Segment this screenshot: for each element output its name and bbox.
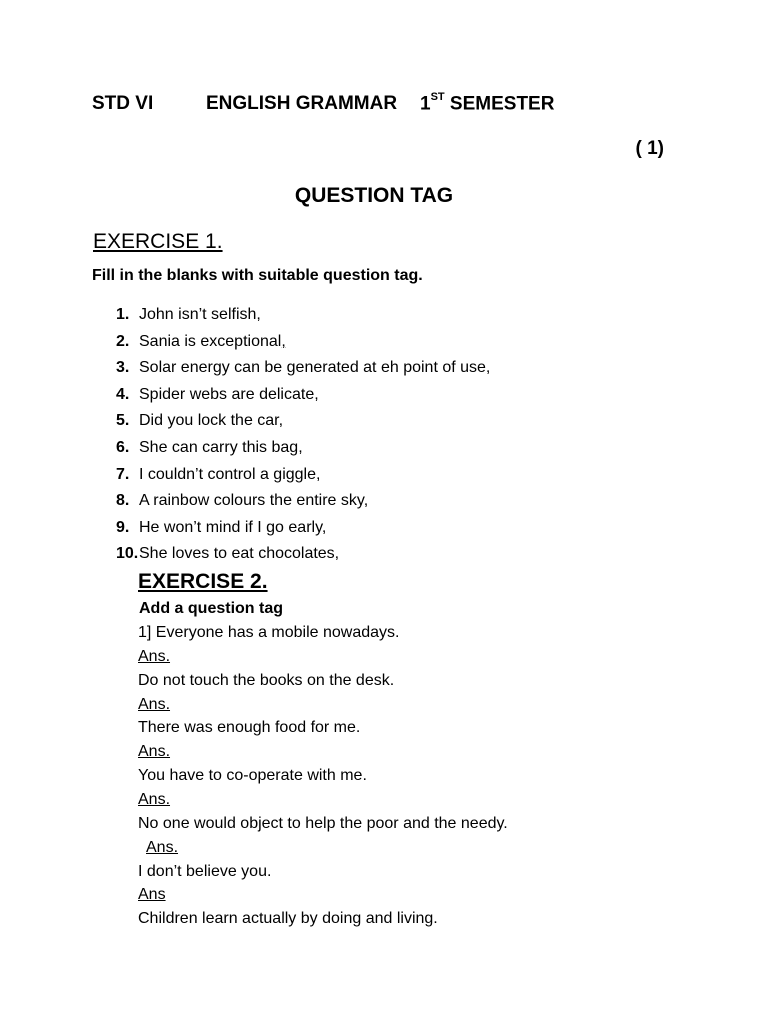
question-line: There was enough food for me.	[138, 719, 361, 737]
answer-label: Ans	[138, 886, 166, 904]
answer-label: Ans.	[138, 743, 171, 761]
list-item	[116, 517, 490, 544]
answer-label: Ans.	[138, 695, 171, 713]
item-text: Solar energy can be generated at eh point of use,	[139, 359, 491, 377]
item-blank: ,	[281, 332, 286, 350]
question-line: Do not touch the books on the desk.	[138, 671, 395, 689]
exercise1-list	[116, 304, 490, 570]
item-text: Spider webs are delicate,	[139, 385, 319, 403]
question-line: 1] Everyone has a mobile nowadays.	[138, 624, 400, 641]
exercise2-heading: EXERCISE 2.	[138, 570, 268, 593]
item-text: Did you lock the car,	[139, 412, 284, 430]
item-number: 3.	[116, 359, 130, 377]
page-title: QUESTION TAG	[294, 184, 454, 207]
exercise1-heading: EXERCISE 1.	[93, 230, 223, 253]
item-number: 10.	[116, 545, 139, 563]
item-text: She can carry this bag,	[139, 438, 303, 456]
answer-label: Ans.	[138, 790, 171, 808]
question-line: You have to co-operate with me.	[138, 767, 367, 785]
page-number: ( 1)	[635, 138, 664, 159]
question-line: Children learn actually by doing and living.	[138, 910, 438, 928]
item-number: 5.	[116, 412, 130, 430]
list-item	[116, 543, 490, 570]
header-std: STD VI	[92, 93, 154, 114]
semester-superscript: ST	[430, 91, 445, 103]
semester-number: 1	[420, 93, 431, 115]
list-item	[116, 437, 490, 464]
item-number: 7.	[116, 465, 130, 483]
header-semester	[420, 93, 554, 115]
item-text: A rainbow colours the entire sky,	[139, 492, 369, 510]
header-subject: ENGLISH GRAMMAR	[206, 93, 398, 114]
exercise2-instruction: Add a question tag	[139, 600, 283, 617]
item-number: 6.	[116, 438, 130, 456]
question-line: No one would object to help the poor and the needy.	[138, 814, 508, 832]
list-item	[116, 304, 490, 331]
list-item	[116, 331, 490, 358]
answer-label: Ans.	[146, 838, 179, 856]
item-text: John isn’t selfish,	[139, 306, 261, 323]
list-item	[116, 410, 490, 437]
item-number: 4.	[116, 385, 130, 403]
list-item	[116, 464, 490, 491]
list-item	[116, 357, 490, 384]
item-text: He won’t mind if I go early,	[139, 518, 327, 536]
exercise1-instruction: Fill in the blanks with suitable question tag.	[92, 267, 423, 284]
item-number: 2.	[116, 332, 130, 350]
list-item	[116, 384, 490, 411]
item-text: She loves to eat chocolates,	[139, 545, 340, 563]
semester-word: SEMESTER	[449, 93, 555, 115]
question-line: I don’t believe you.	[138, 862, 272, 880]
item-text: Sania is exceptional	[139, 332, 282, 350]
answer-label: Ans.	[138, 647, 171, 665]
item-number: 1.	[116, 306, 130, 323]
item-number: 9.	[116, 518, 130, 536]
item-text: I couldn’t control a giggle,	[139, 465, 321, 483]
item-number: 8.	[116, 492, 130, 510]
list-item	[116, 490, 490, 517]
